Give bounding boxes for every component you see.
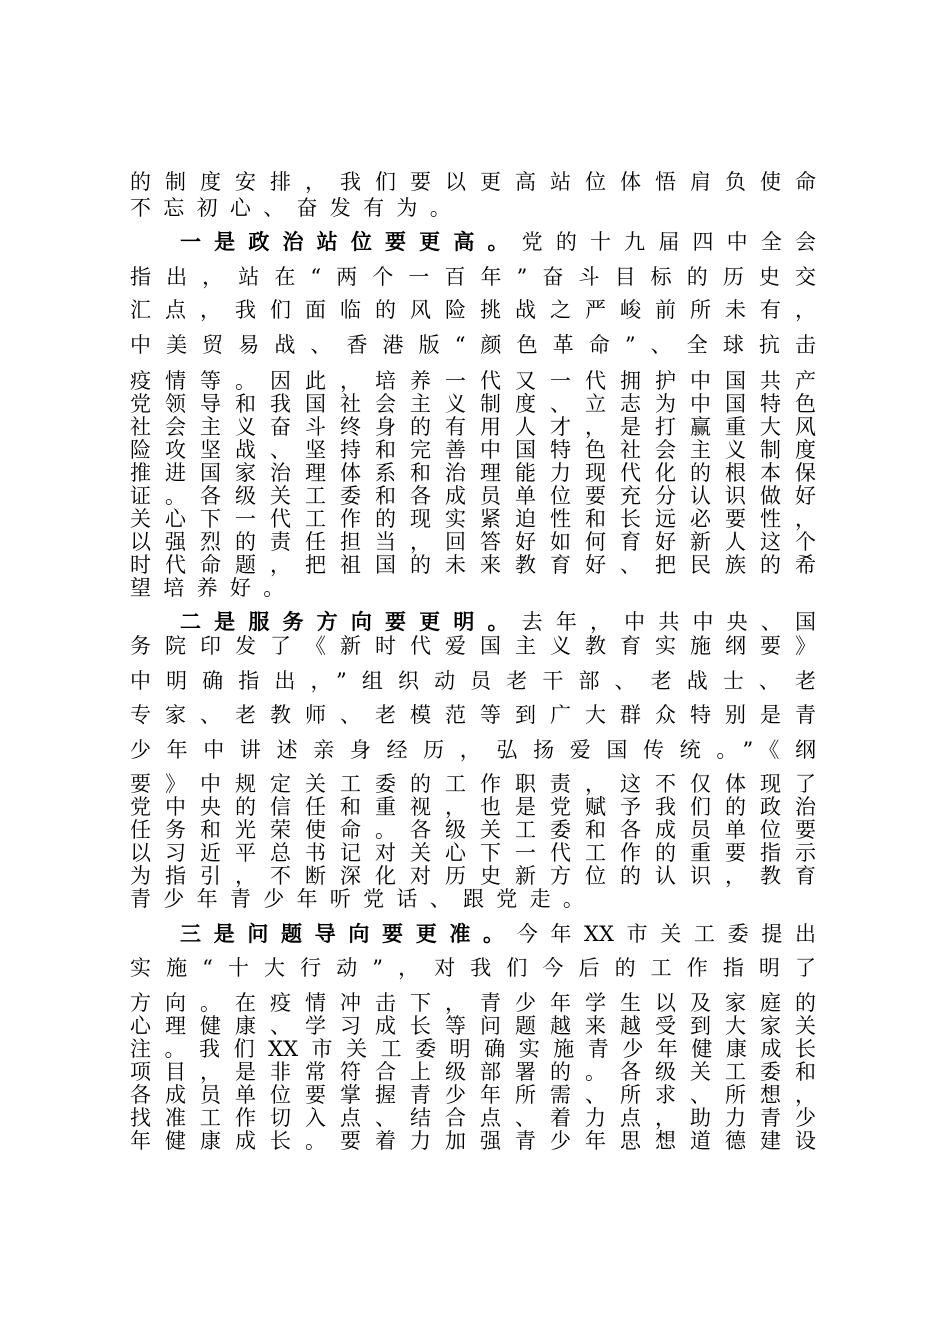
body-text-line: 注。我们XX市关工委明确实施青少年健康成长 (130, 1037, 816, 1061)
body-text-line: 以强烈的责任担当，回答好如何育好新人这个 (130, 530, 816, 554)
body-text-line: 任务和光荣使命。各级关工委和各成员单位要 (130, 818, 816, 842)
body-text-line: 少年中讲述亲身经历，弘扬爱国传统。”《纲 (130, 738, 816, 762)
body-text-line: 汇点，我们面临的风险挑战之严峻前所未有， (130, 298, 816, 322)
body-text-line: 找准工作切入点、结合点、着力点，助力青少 (130, 1106, 816, 1130)
body-text-line: 务院印发了《新时代爱国主义教育实施纲要》 (130, 634, 816, 658)
body-text-line: 专家、老教师、老模范等到广大群众特别是青 (130, 703, 816, 727)
body-text-line: 的制度安排，我们要以更高站位体悟肩负使命 (130, 170, 816, 194)
body-text-line: 心理健康、学习成长等问题越来越受到大家关 (130, 1014, 816, 1038)
section-lead-politics: 一是政治站位要更高。 (180, 230, 522, 254)
body-text-line: 险攻坚战、坚持和完善中国特色社会主义制度 (130, 438, 816, 462)
body-text-line: 指出，站在“两个一百年”奋斗目标的历史交 (130, 265, 816, 289)
body-text-line: 时代命题，把祖国的未来教育好、把民族的希 (130, 553, 816, 577)
body-text-line: 各成员单位要掌握青少年所需、所求、所想， (130, 1083, 816, 1107)
section-heading-line: 三是问题导向要更准。今年XX市关工委提出 (180, 922, 816, 946)
section-lead-service: 二是服务方向要更明。 (180, 610, 522, 634)
body-text-line: 党领导和我国社会主义制度、立志为中国特色 (130, 392, 816, 416)
section-heading-line: 一是政治站位要更高。党的十九届四中全会 (180, 230, 816, 254)
body-text-line: 社会主义奋斗终身的有用人才，是打赢重大风 (130, 415, 816, 439)
body-text-line: 中明确指出，”组织动员老干部、老战士、老 (130, 669, 816, 693)
body-text-line: 青少年青少年听党话、跟党走。 (130, 887, 597, 911)
body-text-line: 党中央的信任和重视，也是党赋予我们的政治 (130, 795, 816, 819)
body-text-line: 推进国家治理体系和治理能力现代化的根本保 (130, 461, 816, 485)
body-text-line: 实施“十大行动”，对我们今后的工作指明了 (130, 956, 816, 980)
body-text-line: 方向。在疫情冲击下，青少年学生以及家庭的 (130, 991, 816, 1015)
section-lead-problem: 三是问题导向要更准。 (180, 922, 517, 946)
body-text-line: 年健康成长。要着力加强青少年思想道德建设 (130, 1129, 816, 1153)
body-text-line: 要》中规定关工委的工作职责，这不仅体现了 (130, 772, 816, 796)
body-text-line: 为指引，不断深化对历史新方位的认识，教育 (130, 864, 816, 888)
body-text-line: 证。各级关工委和各成员单位要充分认识做好 (130, 484, 816, 508)
body-text-line: 关心下一代工作的现实紧迫性和长远必要性， (130, 507, 816, 531)
body-text-line: 中美贸易战、香港版“颜色革命”、全球抗击 (130, 333, 816, 357)
body-text-line: 以习近平总书记对关心下一代工作的重要指示 (130, 841, 816, 865)
body-text-line: 不忘初心、奋发有为。 (130, 196, 463, 220)
section-heading-line: 二是服务方向要更明。去年，中共中央、国 (180, 610, 816, 634)
body-text-line: 疫情等。因此，培养一代又一代拥护中国共产 (130, 369, 816, 393)
body-text-line: 望培养好。 (130, 576, 297, 600)
body-text-line: 项目，是非常符合上级部署的。各级关工委和 (130, 1060, 816, 1084)
